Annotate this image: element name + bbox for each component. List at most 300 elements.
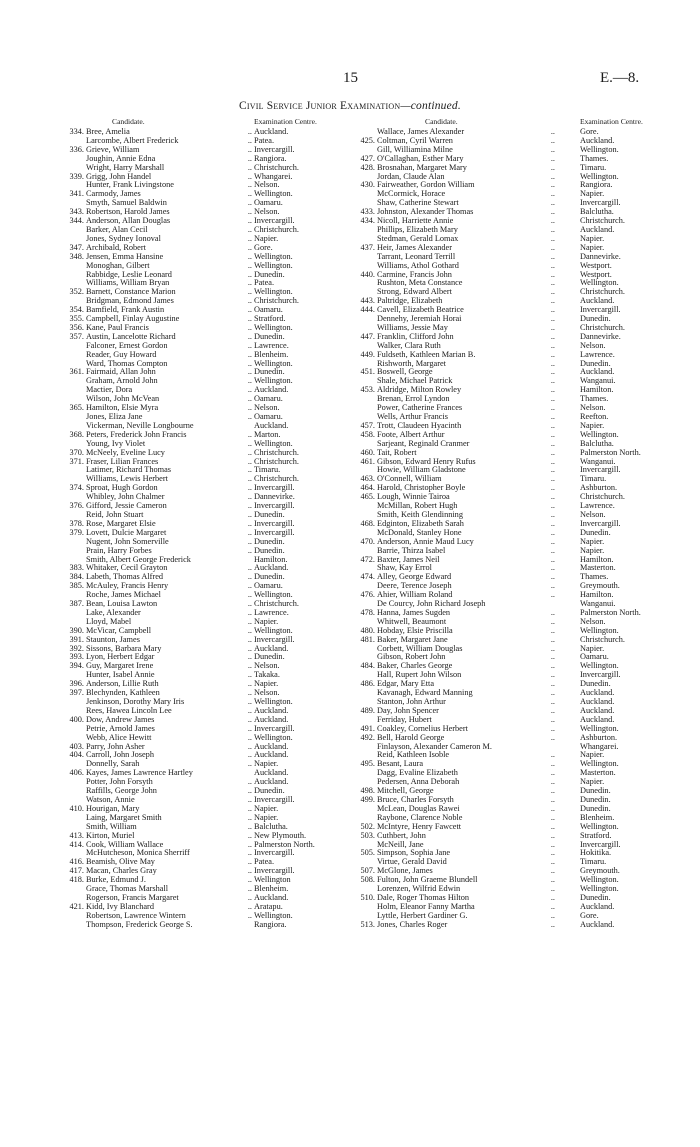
candidate-name: Jones, Sydney Ionoval	[86, 234, 161, 243]
candidate-name: Day, John Spencer	[377, 706, 439, 715]
examination-centre: Dunedin.	[254, 269, 285, 279]
candidate-row	[355, 342, 661, 351]
leader-dots: ..	[550, 492, 555, 502]
candidate-row	[64, 787, 346, 796]
leader-dots: ..	[550, 919, 555, 929]
examination-centre: Wellington.	[580, 144, 619, 154]
examination-centre: Wellington.	[580, 875, 619, 885]
candidate-name: Williams, Athol Gothard	[377, 261, 459, 270]
candidate-row	[64, 662, 346, 671]
candidate-number: 476.	[360, 590, 375, 600]
candidate-number: 341.	[69, 189, 84, 199]
candidate-name: Falconer, Ernest Gordon	[86, 341, 168, 350]
candidate-header: Candidate.	[425, 117, 458, 126]
examination-centre: Christchurch.	[580, 322, 625, 332]
candidate-name: Labeth, Thomas Alfred	[86, 573, 164, 582]
candidate-number: 414.	[69, 839, 84, 849]
candidate-name: Dale, Roger Thomas Hilton	[377, 893, 470, 902]
leader-dots: ..	[247, 305, 252, 315]
examination-centre: Invercargill.	[580, 518, 621, 528]
candidate-name: Harold, Christopher Boyle	[377, 484, 466, 493]
examination-centre: Blenheim.	[254, 884, 289, 894]
examination-centre: Dunedin.	[580, 892, 611, 902]
leader-dots: ..	[247, 527, 252, 537]
leader-dots: ..	[247, 376, 252, 386]
examination-centre: Christchurch.	[254, 456, 299, 466]
examination-centre: Auckland.	[580, 135, 615, 145]
leader-dots: ..	[550, 260, 555, 270]
examination-centre: Rangiora.	[580, 180, 613, 190]
examination-centre: Timaru.	[580, 162, 607, 172]
candidate-row	[64, 422, 346, 431]
examination-centre: Auckland.	[254, 420, 289, 430]
centre-header: Examination Centre.	[254, 117, 317, 126]
candidate-name: Smith, Keith Glendinning	[377, 510, 463, 519]
candidate-row	[64, 360, 346, 369]
leader-dots: ..	[550, 607, 555, 617]
candidate-row	[64, 858, 346, 867]
leader-dots: ..	[247, 296, 252, 306]
candidate-name: Grace, Thomas Marshall	[86, 885, 169, 894]
leader-dots: ..	[550, 429, 555, 439]
candidate-number: 397.	[69, 688, 84, 698]
leader-dots: ..	[550, 358, 555, 368]
candidate-row	[355, 564, 661, 573]
examination-centre: Christchurch.	[580, 634, 625, 644]
candidate-name: Donnelly, Sarah	[86, 760, 140, 769]
examination-centre: Timaru.	[580, 474, 607, 484]
leader-dots: ..	[247, 625, 252, 635]
candidate-name: Hobday, Elsie Priscilla	[377, 626, 453, 635]
candidate-header: Candidate.	[112, 117, 145, 126]
candidate-name: Kirton, Muriel	[86, 831, 135, 840]
candidate-number: 507.	[360, 866, 375, 876]
candidate-row	[64, 680, 346, 689]
leader-dots: ..	[247, 144, 252, 154]
leader-dots: ..	[247, 331, 252, 341]
examination-centre: Dunedin.	[580, 314, 611, 324]
leader-dots: ..	[550, 572, 555, 582]
examination-centre: Napier.	[580, 545, 605, 555]
examination-centre: Dannevirke.	[580, 331, 621, 341]
leader-dots: ..	[247, 536, 252, 546]
examination-centre: Nelson.	[254, 207, 280, 217]
candidate-number: 400.	[69, 714, 84, 724]
candidate-name: Paltridge, Elizabeth	[377, 297, 443, 306]
examination-centre: Dunedin.	[580, 786, 611, 796]
leader-dots: ..	[247, 367, 252, 377]
examination-centre: Rangiora.	[254, 919, 287, 929]
leader-dots: ..	[247, 884, 252, 894]
examination-centre: Oamaru.	[254, 198, 283, 208]
examination-centre: Dunedin.	[580, 358, 611, 368]
candidate-name: Guy, Margaret Irene	[86, 662, 154, 671]
examination-centre: Auckland.	[254, 892, 289, 902]
candidate-row	[64, 297, 346, 306]
examination-centre: Christchurch.	[254, 447, 299, 457]
candidate-name: Staunton, James	[86, 635, 140, 644]
leader-dots: ..	[550, 127, 555, 136]
candidate-name: O'Connell, William	[377, 475, 442, 484]
examination-centre: Wanganui.	[580, 599, 616, 609]
candidate-row	[64, 208, 346, 217]
leader-dots: ..	[550, 652, 555, 662]
leader-dots: ..	[247, 563, 252, 573]
candidate-row	[64, 395, 346, 404]
candidate-name: Campbell, Finlay Augustine	[86, 315, 180, 324]
examination-centre: Takaka.	[254, 670, 280, 680]
examination-centre: Invercargill.	[580, 839, 621, 849]
leader-dots: ..	[550, 536, 555, 546]
candidate-number: 368.	[69, 429, 84, 439]
candidate-row	[64, 226, 346, 235]
leader-dots: ..	[247, 492, 252, 502]
candidate-row	[64, 529, 346, 538]
leader-dots: ..	[247, 857, 252, 867]
examination-centre: Balclutha.	[580, 438, 614, 448]
examination-centre: Gore.	[580, 127, 599, 136]
candidate-name: Bell, Harold George	[377, 733, 445, 742]
examination-centre: Blenheim.	[580, 812, 615, 822]
candidate-row	[64, 743, 346, 752]
leader-dots: ..	[247, 750, 252, 760]
candidate-row	[64, 564, 346, 573]
leader-dots: ..	[247, 839, 252, 849]
candidate-name: Gill, Williamina Milne	[377, 145, 453, 154]
leader-dots: ..	[550, 251, 555, 261]
candidate-row	[64, 315, 346, 324]
candidate-name: Edgar, Mary Etta	[377, 680, 435, 689]
leader-dots: ..	[550, 616, 555, 626]
candidate-row	[64, 164, 346, 173]
candidate-number: 394.	[69, 661, 84, 671]
candidate-name: Baker, Margaret Jane	[377, 635, 448, 644]
candidate-number: 474.	[360, 572, 375, 582]
candidate-name: Anderson, Lillie Ruth	[86, 680, 159, 689]
examination-centre: Wellington.	[254, 322, 293, 332]
candidate-row	[355, 386, 661, 395]
candidate-name: McNeely, Eveline Lucy	[86, 448, 165, 457]
candidate-name: Laing, Margaret Smith	[86, 813, 162, 822]
candidate-name: Nicoll, Harriette Annie	[377, 217, 454, 226]
candidate-name: Johnston, Alexander Thomas	[377, 208, 474, 217]
candidate-name: Boswell, George	[377, 368, 433, 377]
candidate-name: McVicar, Campbell	[86, 626, 152, 635]
examination-centre: Napier.	[254, 803, 279, 813]
candidate-row	[64, 538, 346, 547]
leader-dots: ..	[247, 153, 252, 163]
leader-dots: ..	[247, 652, 252, 662]
candidate-number: 404.	[69, 750, 84, 760]
examination-centre: Patea.	[254, 278, 275, 288]
candidate-name: Fairmaid, Allan John	[86, 368, 156, 377]
candidate-name: De Courcy, John Richard Joseph	[377, 600, 486, 609]
candidate-row	[64, 814, 346, 823]
candidate-name: Potter, John Forsyth	[86, 778, 153, 787]
candidate-name: Gibson, Edward Henry Rufus	[377, 457, 476, 466]
candidate-number: 486.	[360, 679, 375, 689]
candidate-number: 468.	[360, 518, 375, 528]
leader-dots: ..	[247, 180, 252, 190]
candidate-name: Rogerson, Francis Margaret	[86, 893, 179, 902]
examination-centre: Dunedin.	[254, 509, 285, 519]
leader-dots: ..	[247, 127, 252, 136]
leader-dots: ..	[550, 144, 555, 154]
leader-dots: ..	[550, 420, 555, 430]
examination-centre: Napier.	[580, 189, 605, 199]
candidate-name: Rabbidge, Leslie Leonard	[86, 270, 172, 279]
candidate-row	[355, 217, 661, 226]
candidate-row	[64, 502, 346, 511]
examination-centre: Dannevirke.	[254, 492, 295, 502]
leader-dots: ..	[247, 340, 252, 350]
leader-dots: ..	[550, 581, 555, 591]
examination-centre: Napier.	[580, 420, 605, 430]
candidate-name: Ahier, William Roland	[377, 591, 453, 600]
candidate-row	[64, 769, 346, 778]
candidate-row	[64, 155, 346, 164]
candidate-number: 505.	[360, 848, 375, 858]
examination-centre: Wellington.	[580, 429, 619, 439]
leader-dots: ..	[550, 518, 555, 528]
candidate-number: 344.	[69, 216, 84, 226]
candidate-name: Dow, Andrew James	[86, 715, 155, 724]
examination-centre: Christchurch.	[580, 216, 625, 226]
candidate-row	[64, 698, 346, 707]
examination-centre: Gore.	[254, 242, 273, 252]
candidate-number: 437.	[360, 242, 375, 252]
examination-centre: Invercargill.	[254, 501, 295, 511]
leader-dots: ..	[247, 189, 252, 199]
examination-centre: Christchurch.	[254, 162, 299, 172]
candidate-name: Peters, Frederick John Francis	[86, 430, 187, 439]
examination-centre: Wellington	[254, 875, 291, 885]
leader-dots: ..	[550, 750, 555, 760]
examination-centre: Lawrence.	[580, 349, 615, 359]
candidate-number: 371.	[69, 456, 84, 466]
candidate-number: 463.	[360, 474, 375, 484]
candidate-row	[64, 128, 346, 137]
examination-centre: Invercargill.	[254, 483, 295, 493]
examination-centre: Auckland.	[254, 643, 289, 653]
examination-centre: Auckland.	[580, 919, 615, 929]
candidate-row	[64, 466, 346, 475]
candidate-row	[64, 556, 346, 565]
examination-centre: Wellington.	[254, 590, 293, 600]
candidate-name: Howie, William Gladstone	[377, 466, 466, 475]
examination-centre: Auckland.	[580, 901, 615, 911]
candidate-row	[355, 288, 661, 297]
candidate-name: Rushton, Meta Constance	[377, 279, 463, 288]
candidate-name: Smith, William	[86, 822, 137, 831]
candidate-number: 457.	[360, 420, 375, 430]
examination-centre: Oamaru.	[254, 305, 283, 315]
leader-dots: ..	[550, 314, 555, 324]
candidate-row	[355, 912, 661, 921]
candidate-name: Franklin, Clifford John	[377, 332, 454, 341]
section-title	[0, 100, 700, 112]
candidate-row	[64, 146, 346, 155]
examination-centre: Hamilton.	[254, 554, 288, 564]
candidate-number: 480.	[360, 625, 375, 635]
examination-centre: Auckland.	[254, 705, 289, 715]
examination-centre: Dunedin.	[254, 572, 285, 582]
candidate-row	[355, 377, 661, 386]
candidate-row	[64, 377, 346, 386]
leader-dots: ..	[550, 349, 555, 359]
leader-dots: ..	[247, 786, 252, 796]
leader-dots: ..	[247, 216, 252, 226]
leader-dots: ..	[550, 224, 555, 234]
examination-centre: Blenheim.	[254, 349, 289, 359]
leader-dots: ..	[550, 331, 555, 341]
candidate-row	[64, 235, 346, 244]
candidate-name: Grigg, John Handel	[86, 172, 152, 181]
candidate-number: 356.	[69, 322, 84, 332]
candidate-name: Kidd, Ivy Blanchard	[86, 902, 154, 911]
candidate-number: 354.	[69, 305, 84, 315]
candidate-name: Holm, Eleanor Fanny Martha	[377, 902, 475, 911]
candidate-row	[64, 333, 346, 342]
candidate-number: 503.	[360, 830, 375, 840]
candidate-name: Kavanagh, Edward Manning	[377, 689, 473, 698]
examination-centre: Invercargill.	[580, 670, 621, 680]
examination-centre: Dunedin.	[254, 786, 285, 796]
candidate-row	[64, 805, 346, 814]
leader-dots: ..	[550, 590, 555, 600]
candidate-row	[355, 547, 661, 556]
candidate-row	[355, 502, 661, 511]
candidate-row	[355, 582, 661, 591]
leader-dots: ..	[550, 278, 555, 288]
leader-dots: ..	[247, 812, 252, 822]
candidate-name: Kayes, James Lawrence Hartley	[86, 769, 193, 778]
examination-centre: Gore.	[580, 910, 599, 920]
leader-dots: ..	[550, 857, 555, 867]
candidate-name: Heir, James Alexander	[377, 243, 453, 252]
leader-dots: ..	[247, 224, 252, 234]
candidate-name: Bruce, Charles Forsyth	[377, 795, 454, 804]
candidate-row	[355, 823, 661, 832]
candidate-name: McNeill, Jane	[377, 840, 424, 849]
examination-centre: Auckland.	[580, 697, 615, 706]
examination-centre: Oamaru.	[254, 581, 283, 591]
candidate-name: Shaw, Kay Errol	[377, 564, 432, 573]
candidate-name: Latimer, Richard Thomas	[86, 466, 171, 475]
candidate-number: 484.	[360, 661, 375, 671]
examination-centre: Wellington.	[254, 625, 293, 635]
candidate-name: Strong, Edward Albert	[377, 288, 452, 297]
candidate-row	[64, 778, 346, 787]
candidate-number: 410.	[69, 803, 84, 813]
candidate-name: Walker, Clara Ruth	[377, 341, 441, 350]
candidate-name: Barker, Alan Cecil	[86, 225, 148, 234]
examination-centre: Wellington.	[254, 910, 293, 920]
candidate-row	[64, 867, 346, 876]
examination-centre: Invercargill.	[254, 848, 295, 858]
candidate-name: Shaw, Catherine Stewart	[377, 199, 459, 208]
candidate-row	[355, 921, 661, 930]
candidate-row	[64, 573, 346, 582]
examination-centre: Auckland.	[254, 563, 289, 573]
candidate-row	[355, 849, 661, 858]
candidate-name: Burke, Edmund J.	[86, 876, 146, 885]
candidate-row	[64, 849, 346, 858]
examination-centre: Invercargill.	[254, 634, 295, 644]
candidate-name: McLean, Douglas Rawei	[377, 804, 460, 813]
examination-centre: Auckland.	[580, 688, 615, 698]
examination-centre: Wellington.	[254, 438, 293, 448]
candidate-name: Ward, Thomas Compton	[86, 359, 168, 368]
examination-centre: Dunedin.	[580, 679, 611, 689]
examination-centre: Napier.	[254, 616, 279, 626]
candidate-row	[355, 199, 661, 208]
candidate-name: Rees, Hawea Lincoln Lee	[86, 706, 172, 715]
page-number: 15	[343, 70, 358, 86]
candidate-name: Carroll, John Joseph	[86, 751, 154, 760]
candidate-name: Barnett, Constance Marion	[86, 288, 176, 297]
examination-centre: Invercargill.	[254, 794, 295, 804]
candidate-number: 499.	[360, 794, 375, 804]
candidate-number: 391.	[69, 634, 84, 644]
leader-dots: ..	[247, 848, 252, 858]
leader-dots: ..	[550, 527, 555, 537]
leader-dots: ..	[550, 839, 555, 849]
candidate-number: 339.	[69, 171, 84, 181]
examination-centre: Dunedin.	[580, 794, 611, 804]
candidate-name: Simpson, Sophia Jane	[377, 849, 451, 858]
candidate-row	[64, 431, 346, 440]
candidate-row	[64, 520, 346, 529]
examination-centre: Dunedin.	[254, 536, 285, 546]
candidate-name: Hanna, James Sugden	[377, 608, 451, 617]
right-column	[355, 117, 661, 930]
candidate-name: Foote, Albert Arthur	[377, 430, 445, 439]
candidate-name: Hunter, Frank Livingstone	[86, 181, 174, 190]
candidate-name: Williams, William Bryan	[86, 279, 170, 288]
candidate-number: 461.	[360, 456, 375, 466]
section-title-continued: —continued.	[400, 100, 461, 112]
leader-dots: ..	[550, 901, 555, 911]
candidate-row	[64, 894, 346, 903]
leader-dots: ..	[550, 322, 555, 332]
examination-centre: Patea.	[254, 857, 275, 867]
leader-dots: ..	[550, 198, 555, 208]
candidate-row	[64, 324, 346, 333]
examination-centre: Invercargill.	[254, 144, 295, 154]
candidate-name: Thompson, Frederick George S.	[86, 920, 193, 929]
candidate-row	[64, 716, 346, 725]
leader-dots: ..	[550, 501, 555, 511]
examination-centre: Palmerston North.	[580, 607, 641, 617]
candidate-row	[355, 903, 661, 912]
leader-dots: ..	[550, 848, 555, 858]
examination-centre: Nelson.	[580, 340, 606, 350]
candidate-row	[64, 279, 346, 288]
candidate-row	[355, 707, 661, 716]
candidate-number: 384.	[69, 572, 84, 582]
candidate-name: McDonald, Stanley Hone	[377, 528, 462, 537]
examination-centre: Christchurch.	[254, 599, 299, 609]
candidate-row	[64, 796, 346, 805]
leader-dots: ..	[550, 910, 555, 920]
leader-dots: ..	[550, 688, 555, 698]
examination-centre: Auckland.	[254, 385, 289, 395]
leader-dots: ..	[247, 723, 252, 733]
candidate-number: 416.	[69, 857, 84, 867]
candidate-number: 336.	[69, 144, 84, 154]
candidate-row	[355, 805, 661, 814]
